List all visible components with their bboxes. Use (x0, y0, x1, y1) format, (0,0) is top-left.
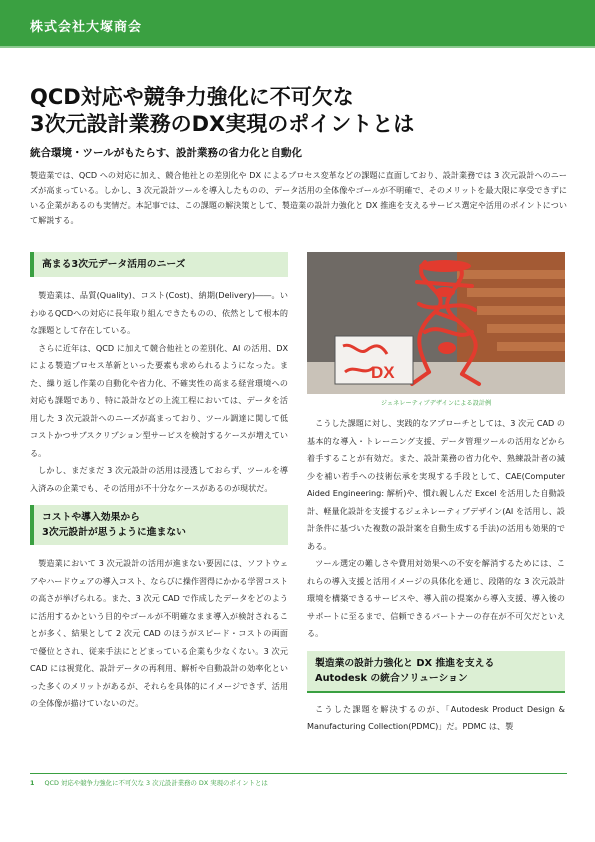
section1-heading: 高まる3次元データ活用のニーズ (30, 252, 288, 277)
section3-paragraph: ツール選定の難しさや費用対効果への不安を解消するためには、これらの導入支援と活用イメージの具体化を通じ、段階的な 3 次元設計環境を構築できるサービスや、導入前の提案から導入支援、導入後のサポートに至るまで、信頼できるパートナーの存在が不可欠だといえる。 (307, 558, 565, 638)
page-title (30, 84, 570, 138)
right-column (307, 252, 565, 736)
section1-paragraph: しかし、まだまだ 3 次元設計の活用は浸透しておらず、ツールを導入済みの企業でも、その活用が不十分なケースがあるのが現状だ。 (30, 465, 288, 493)
section2-heading (30, 505, 288, 545)
footer-divider (30, 773, 567, 774)
page-subtitle: 統合環境・ツールがもたらす、設計業務の省力化と自動化 (30, 147, 302, 159)
section4-paragraph: こうした課題を解決するのが、「Autodesk Product Design & Manufacturing Collection(PDMC)」だ。PDMC は、製 (307, 703, 565, 731)
page-number: 1 (30, 779, 35, 787)
intro-paragraph: 製造業では、QCD への対応に加え、競合他社との差別化や DX によるプロセス変革などの課題に直面しており、設計業務では 3 次元設計へのニーズが高まっている。しかし、3 次元設計ツールを導入したものの、データ活用の全体像やゴールが不明確で、そのメリットを最大限に享受できずにいる企業があるのも実情だ。本記事では、この課題の解決策として、製造業の設計力強化と DX 推進を支えるサービス選定や活用のポイントについて解説する。 (30, 170, 567, 225)
page-footer (30, 778, 268, 787)
title-line-1: QCD対応や競争力強化に不可欠な (30, 85, 354, 109)
section4-heading (307, 651, 565, 693)
footer-title: QCD 対応や競争力強化に不可欠な 3 次元設計業務の DX 実現のポイントとは (44, 779, 268, 787)
left-column (30, 252, 288, 713)
panel-lettering: DX (371, 363, 395, 382)
company-name: 株式会社大塚商会 (30, 20, 143, 35)
section3-paragraph: こうした課題に対し、実践的なアプローチとしては、3 次元 CAD の基本的な導入・トレーニング支援、データ管理ツールの活用などから着手することが有効だ。また、設計業務の省力化や、熟練設計者の減少を補い若手への技術伝承を実現する手段として、CAE(Computer Aided Engineering: 解析)や、慣れ親しんだ Excel を活用した自動設計、軽量化設計を支援するジェネレーティブデザイン(AI を活用し、設計条件に基づいた複数の設計案を自動生成する手法)の活用も効果的である。 (307, 418, 565, 551)
section2-heading-line-1: コストや導入効果から (42, 512, 140, 523)
generative-design-illustration (307, 252, 565, 394)
section2-heading-line-2: 3次元設計が思うように進まない (42, 527, 186, 538)
section2-paragraph: 製造業において 3 次元設計の活用が進まない要因には、ソフトウェアやハードウェアの導入コスト、ならびに操作習得にかかる学習コストの高さが挙げられる。また、3 次元 CAD で作成したデータをどのように活用するかという目的やゴールが不明確なまま導入が検討されることが多く、結果として 2 次元 CAD のほうがスピード・コストの両面で優位とされ、従来手法にとどまっている企業も少なくない。3 次元 CAD には視覚化、設計データの再利用、解析や自動設計の効率化といった多くのメリットがあるが、それらを具体的にイメージできず、活用の全体像が描けていないのだ。 (30, 558, 288, 708)
figure-photo (307, 252, 565, 394)
section4-heading-line-1: 製造業の設計力強化と DX 推進を支える (315, 657, 495, 669)
header-divider (0, 46, 595, 48)
title-line-2: 3次元設計業務のDX実現のポイントとは (30, 112, 415, 136)
section1-paragraph: さらに近年は、QCD に加えて競合他社との差別化、AI の活用、DX による製造プロセス革新といった要素も求められるようになった。また、繰り返し作業の自動化や省力化、不確実性の高まる経営環境への対応も課題であり、特に設計などの上流工程においては、データを活用した 3 次元設計へのニーズが高まっており、ツール調達に関して低コストかつサブスクリプション型サービスを検討するケースが増えている。 (30, 342, 288, 458)
figure-caption: ジェネレーティブデザインによる設計例 (380, 400, 492, 407)
section4-heading-line-2: Autodesk の統合ソリューション (315, 672, 468, 684)
section1-paragraph: 製造業は、品質(Quality)、コスト(Cost)、納期(Delivery)――。いわゆるQCDへの対応に長年取り組んできたものの、依然として根本的な課題として存在している。 (30, 290, 288, 335)
header-bar (0, 0, 595, 46)
